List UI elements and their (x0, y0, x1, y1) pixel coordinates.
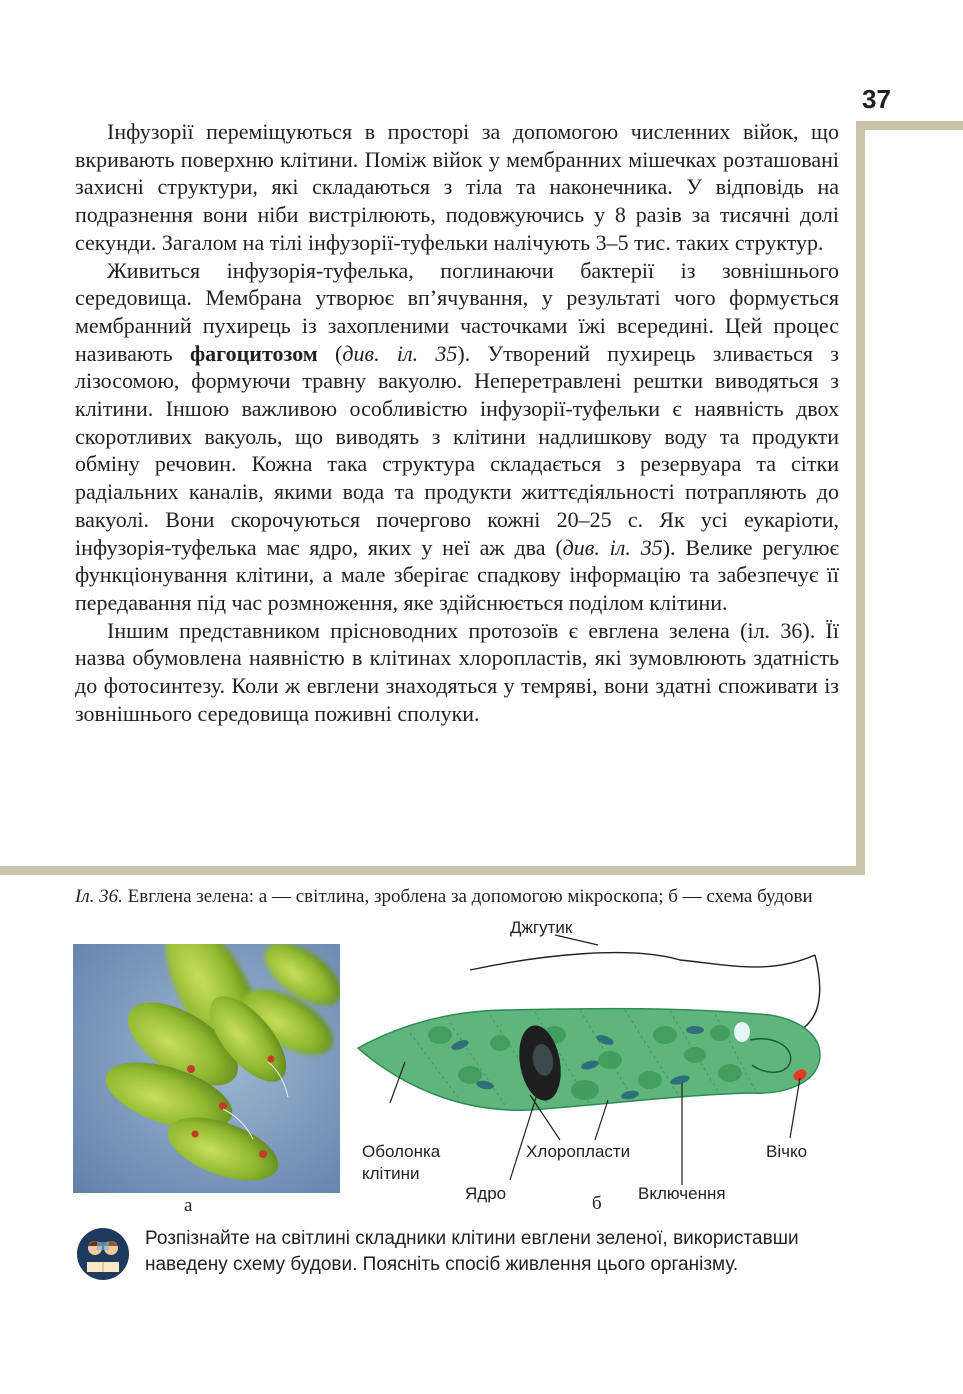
figure-reference: див. іл. 35 (342, 340, 458, 366)
paragraph-1: Інфузорії переміщуються в просторі за допомогою численних війок, що вкривають поверхню клітини. Поміж війок у мембранних мішечках розташовані захисні структури, які складаються з тіла та наконечника. У відповідь на подразнення вони ніби вистрілюють, подовжуючись у 8 разів за тисячні долі секунди. Загалом на тілі інфузорії-туфельки налічують 3–5 тис. таких структур. (75, 119, 839, 255)
paragraph-2: Живиться інфузорія-туфелька, поглинаючи бактерії із зовнішнього середовища. Мембрана утворює вп’ячування, у результаті чого формується мембранний пухирець із захопленими часточками їжі всередині. Цей процес називають фагоцитозом (див. іл. 35). Утворений пухирець зливається з лізосомою, формуючи травну вакуолю. Неперетравлені рештки виводяться з клітини. Іншою важливою особливістю інфузорії-туфельки є наявність двох скоротливих вакуоль, що виводять з клітини надлишкову воду та продукти обміну речовин. Кожна така структура складається з резервуара та сітки радіальних каналів, якими вода та продукти життєдіяльності потрапляють до вакуолі. Вони скорочуються почергово кожні 20–25 с. Як усі еукаріоти, інфузорія-туфелька має ядро, яких у неї аж два (див. іл. 35). Велике регулює функціонування клітини, а мале зберігає спадкову інформацію та забезпечує її передавання під час розмноження, яке здійснюється поділом клітини. (75, 257, 839, 615)
question-text: Розпізнайте на світлині складники клітини евглени зеленої, використавши наведену схему будови. Поясніть спосіб живлення цього організму. (145, 1228, 799, 1275)
paragraph-3: Іншим представником прісноводних протозоїв є евглена зелена (іл. 36). Її назва обумовлена наявністю в клітинах хлоропластів, які зумовлюють здатність до фотосинтезу. Коли ж евглени знаходяться у темряві, вони здатні споживати із зовнішнього середовища поживні сполуки. (75, 617, 839, 726)
page-number: 37 (862, 84, 891, 114)
body-text (75, 118, 839, 727)
frame-top-bar (864, 121, 963, 130)
euglena-micrograph (73, 944, 340, 1193)
label-nucleus: Ядро (465, 1184, 507, 1203)
figure-caption: Іл. 36. Евглена зелена: а — світлина, зроблена за допомогою мікроскопа; б — схема будови (75, 886, 813, 907)
euglena-diagram (350, 915, 830, 1215)
frame-right-bar (856, 121, 865, 875)
label-chloroplasts: Хлоропласти (526, 1142, 631, 1161)
diagram-label-b: б (592, 1193, 602, 1214)
photo-label-a: а (184, 1195, 193, 1216)
label-eyespot: Вічко (766, 1142, 808, 1161)
label-flagellum: Джгутик (510, 918, 573, 937)
question-icon (77, 1228, 129, 1280)
term-phagocytosis: фагоцитозом (189, 340, 318, 366)
label-membrane: Оболонка клітини (362, 1142, 441, 1183)
label-inclusions: Включення (638, 1184, 726, 1203)
figure-reference: див. іл. 35 (562, 534, 663, 560)
figure-number: Іл. 36. (75, 886, 123, 907)
frame-bottom-bar (0, 866, 865, 875)
